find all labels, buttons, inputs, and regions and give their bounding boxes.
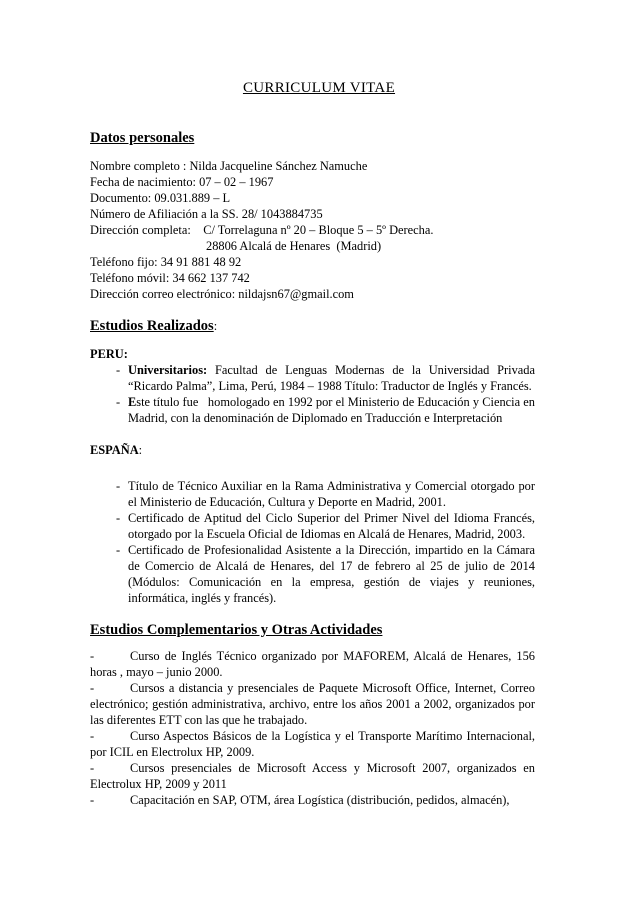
mobile-phone: Teléfono móvil: 34 662 137 742 <box>90 271 250 285</box>
studies-heading-colon: : <box>213 319 218 333</box>
landline-phone: Teléfono fijo: 34 91 881 48 92 <box>90 255 242 269</box>
complementary-heading: Estudios Complementarios y Otras Actividades <box>90 622 383 638</box>
peru-item: - Este título fue homologado en 1992 por el Ministerio de Educación y Ciencia en Madrid, con la denominación de Diplomado en Traducción e Interpretación <box>116 395 539 425</box>
complementary-item: - Curso Aspectos Básicos de la Logística y el Transporte Marítimo Internacional, por ICIL en Electrolux HP, 2009. <box>90 729 535 759</box>
document-body <box>90 130 539 808</box>
spain-item: - Certificado de Profesionalidad Asistente a la Dirección, impartido en la Cámara de Comercio de Alcalá de Henares, del 17 de febrero al 25 de julio de 2014 (Módulos: Comunicación en la empresa, gestión de viajes y reuniones, informática, inglés y francés). <box>116 543 535 605</box>
document-title: CURRICULUM VITAE <box>242 80 396 96</box>
address-line-2: 28806 Alcalá de Henares (Madrid) <box>206 239 382 253</box>
address-line-1: Dirección completa: C/ Torrelaguna nº 20 – Bloque 5 – 5º Derecha. <box>90 223 434 237</box>
personal-data-heading: Datos personales <box>90 130 195 146</box>
id-document: Documento: 09.031.889 – L <box>90 191 231 205</box>
bullet-dash: - <box>116 363 121 377</box>
spain-label: ESPAÑA: <box>90 443 143 457</box>
birth-date: Fecha de nacimiento: 07 – 02 – 1967 <box>90 175 274 189</box>
social-security-number: Número de Afiliación a la SS. 28/ 1043884735 <box>90 207 323 221</box>
complementary-item: - Cursos presenciales de Microsoft Access y Microsoft 2007, organizados en Electrolux HP, 2009 y 2011 <box>90 761 535 791</box>
spain-item: - Título de Técnico Auxiliar en la Rama Administrativa y Comercial otorgado por el Ministerio de Educación, Cultura y Deporte en Madrid, 2001. <box>116 479 535 509</box>
bullet-dash: - <box>116 395 121 409</box>
studies-heading-text: Estudios Realizados <box>90 318 214 334</box>
spain-item: - Certificado de Aptitud del Ciclo Superior del Primer Nivel del Idioma Francés, otorgado por la Escuela Oficial de Idiomas en Alcalá de Henares, Madrid, 2003. <box>116 511 535 541</box>
bullet-dash: - <box>116 543 121 557</box>
peru-label: PERU: <box>90 347 128 361</box>
complementary-item: - Curso de Inglés Técnico organizado por MAFOREM, Alcalá de Henares, 156 horas , mayo – junio 2000. <box>90 649 535 679</box>
studies-heading <box>90 318 535 334</box>
email-address: Dirección correo electrónico: nildajsn67@gmail.com <box>90 287 354 301</box>
complementary-item: - Capacitación en SAP, OTM, área Logística (distribución, pedidos, almacén), <box>90 793 510 807</box>
full-name: Nombre completo : Nilda Jacqueline Sánchez Namuche <box>90 159 368 173</box>
peru-item: - Universitarios: Facultad de Lenguas Modernas de la Universidad Privada “Ricardo Palma”, Lima, Perú, 1984 – 1988 Título: Traductor de Inglés y Francés. <box>116 363 535 393</box>
complementary-item: - Cursos a distancia y presenciales de Paquete Microsoft Office, Internet, Correo electrónico; gestión administrativa, archivo, entre los años 2001 a 2002, organizados por las diferentes ETT con las que he trabajado. <box>90 681 535 727</box>
bullet-dash: - <box>116 511 121 525</box>
bullet-dash: - <box>116 479 121 493</box>
